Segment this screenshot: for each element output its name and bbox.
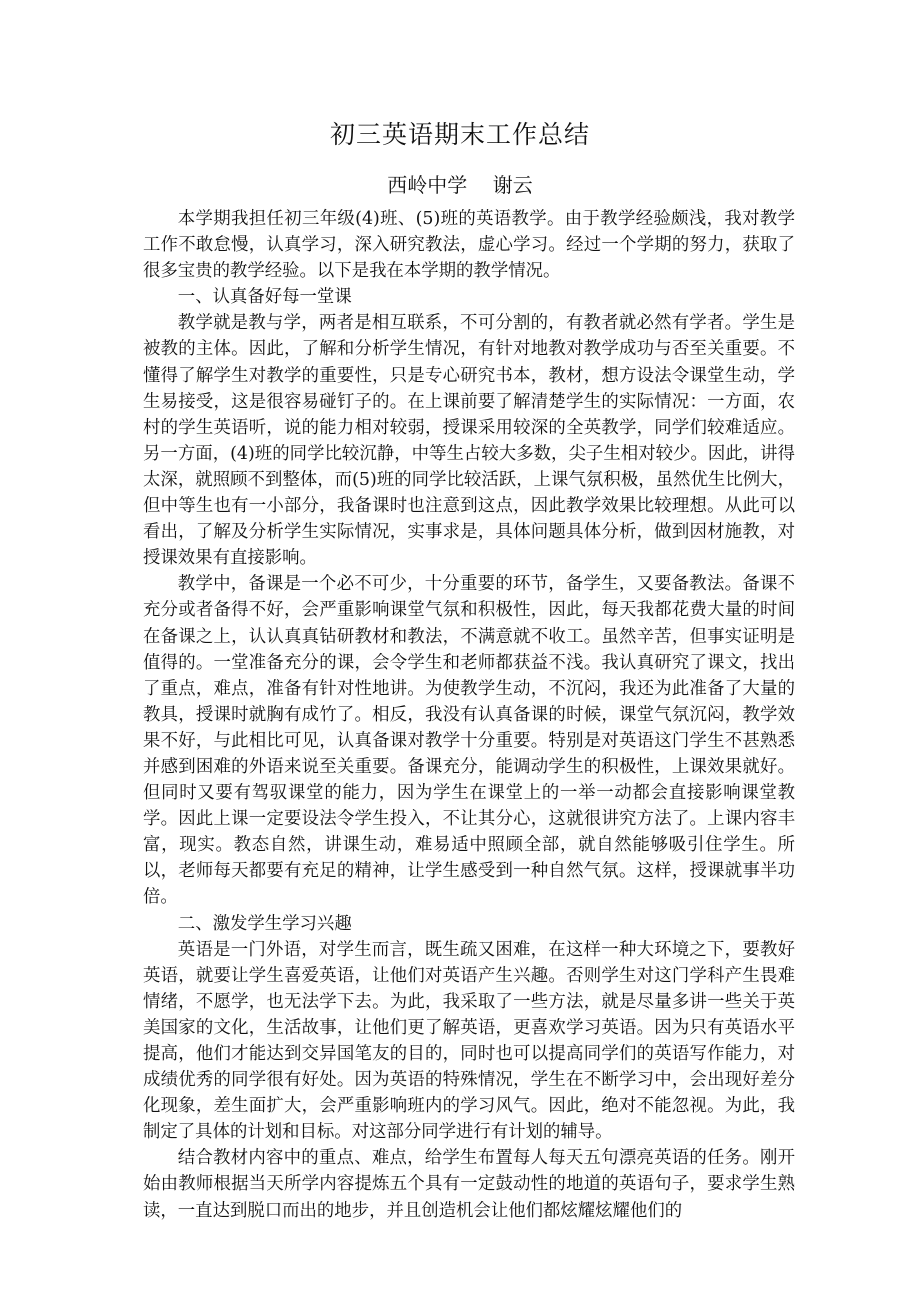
document-title: 初三英语期末工作总结 [329, 120, 590, 149]
document-body [143, 206, 795, 1224]
section1-paragraph-1: 教学就是教与学，两者是相互联系，不可分割的，有教者就必然有学者。学生是被教的主体。因此，了解和分析学生情况，有针对地教对教学成功与否至关重要。不懂得了解学生对教学的重要性，只是专心研究书本，教材，想方设法令课堂生动，学生易接受，这是很容易碰钉子的。在上课前要了解清楚学生的实际情况：一方面，农村的学生英语听，说的能力相对较弱，授课采用较深的全英教学，同学们较难适应。另一方面，(4)班的同学比较沉静，中等生占较大多数，尖子生相对较少。因此，讲得太深，就照顾不到整体，而(5)班的同学比较活跃，上课气氛积极，虽然优生比例大，但中等生也有一小部分，我备课时也注意到这点，因此教学效果比较理想。从此可以看出，了解及分析学生实际情况，实事求是，具体问题具体分析，做到因材施教，对授课效果有直接影响。 [143, 313, 795, 569]
section2-paragraph-1: 英语是一门外语，对学生而言，既生疏又困难，在这样一种大环境之下，要教好英语，就要让学生喜爱英语，让他们对英语产生兴趣。否则学生对这门学科产生畏难情绪，不愿学，也无法学下去。为此，我采取了一些方法，就是尽量多讲一些关于英美国家的文化，生活故事，让他们更了解英语，更喜欢学习英语。因为只有英语水平提高，他们才能达到交异国笔友的目的，同时也可以提高同学们的英语写作能力，对成绩优秀的同学很有好处。因为英语的特殊情况，学生在不断学习中，会出现好差分化现象，差生面扩大，会严重影响班内的学习风气。因此，绝对不能忽视。为此，我制定了具体的计划和目标。对这部分同学进行有计划的辅导。 [143, 939, 795, 1143]
section-heading-2: 二、激发学生学习兴趣 [177, 913, 352, 934]
intro-paragraph: 本学期我担任初三年级(4)班、(5)班的英语教学。由于教学经验颇浅，我对教学工作不敢怠慢，认真学习，深入研究教法，虚心学习。经过一个学期的努力，获取了很多宝贵的教学经验。以下是我在本学期的教学情况。 [143, 209, 795, 282]
section2-paragraph-2: 结合教材内容中的重点、难点，给学生布置每人每天五句漂亮英语的任务。刚开始由教师根据当天所学内容提炼五个具有一定鼓动性的地道的英语句子，要求学生熟读，一直达到脱口而出的地步，并且创造机会让他们都炫耀炫耀他们的 [143, 1148, 795, 1221]
author-line: 西岭中学 谢云 [387, 173, 533, 197]
section1-paragraph-2: 教学中，备课是一个必不可少，十分重要的环节，备学生，又要备教法。备课不充分或者备得不好，会严重影响课堂气氛和积极性，因此，每天我都花费大量的时间在备课之上，认认真真钻研教材和教法，不满意就不收工。虽然辛苦，但事实证明是值得的。一堂准备充分的课，会令学生和老师都获益不浅。我认真研究了课文，找出了重点，难点，准备有针对性地讲。为使教学生动，不沉闷，我还为此准备了大量的教具，授课时就胸有成竹了。相反，我没有认真备课的时候，课堂气氛沉闷，教学效果不好，与此相比可见，认真备课对教学十分重要。特别是对英语这门学生不甚熟悉并感到困难的外语来说至关重要。备课充分，能调动学生的积极性，上课效果就好。但同时又要有驾驭课堂的能力，因为学生在课堂上的一举一动都会直接影响课堂教学。因此上课一定要设法令学生投入，不让其分心，这就很讲究方法了。上课内容丰富，现实。教态自然，讲课生动，难易适中照顾全部，就自然能够吸引住学生。所以，老师每天都要有充足的精神，让学生感受到一种自然气氛。这样，授课就事半功倍。 [143, 574, 795, 908]
section-heading-1: 一、认真备好每一堂课 [177, 287, 352, 308]
